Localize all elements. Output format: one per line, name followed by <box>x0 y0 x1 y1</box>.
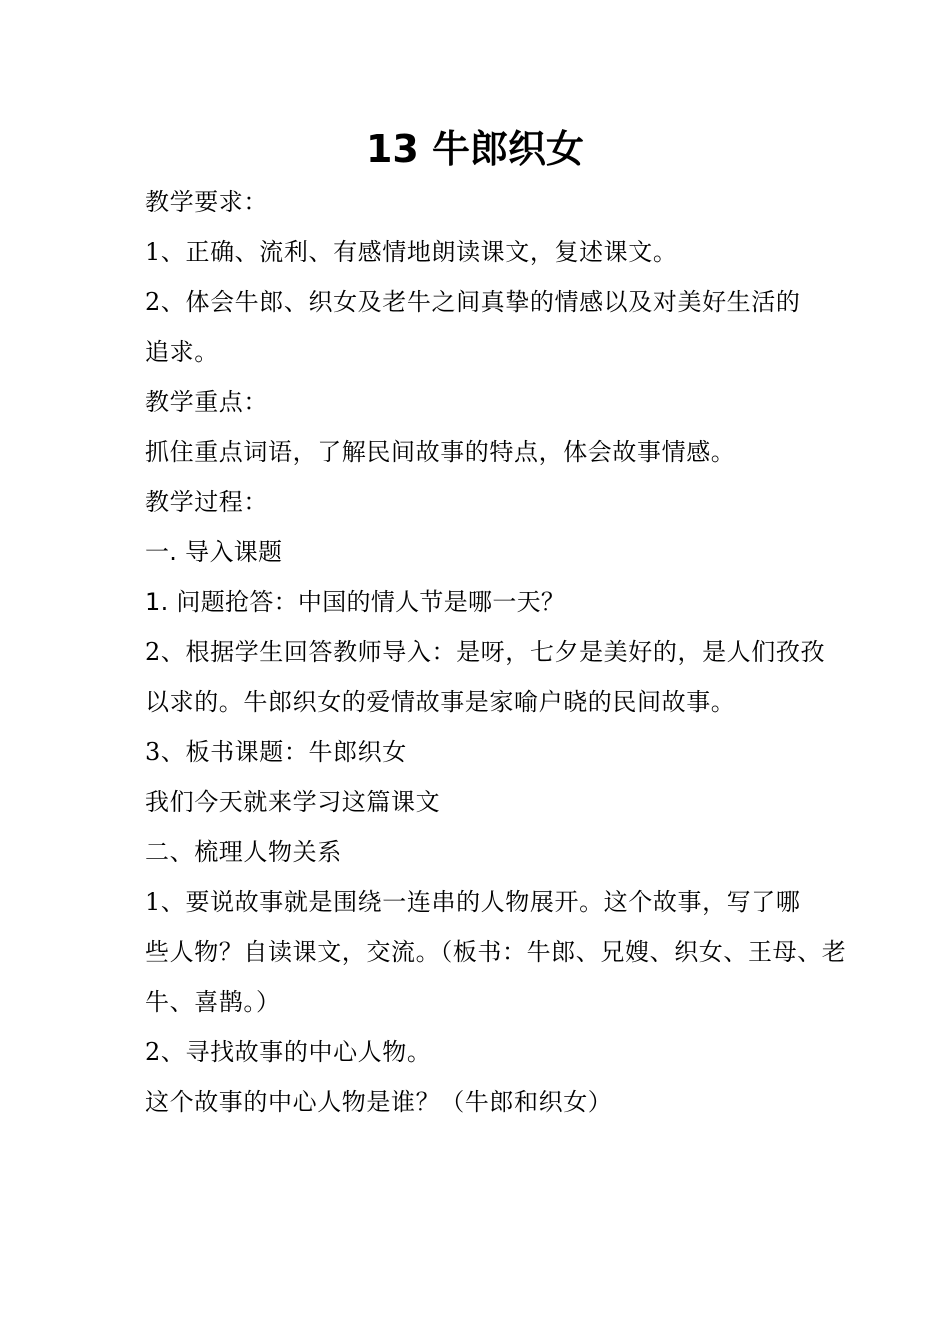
document-body <box>145 177 847 1127</box>
characters-item-2: 2、寻找故事的中心人物。 <box>145 1038 432 1066</box>
step-heading-characters: 二、梳理人物关系 <box>145 838 342 866</box>
step-item-teacher-intro: 2、根据学生回答教师导入：是呀，七夕是美好的，是人们孜孜 <box>145 638 826 666</box>
section-heading-key-points: 教学重点： <box>145 388 268 416</box>
requirement-item-2: 2、体会牛郎、织女及老牛之间真挚的情感以及对美好生活的 <box>145 288 801 316</box>
characters-item-1-end: 牛、喜鹊。） <box>145 988 281 1016</box>
characters-item-1: 1、要说故事就是围绕一连串的人物展开。这个故事，写了哪 <box>145 888 801 916</box>
step-item-board-title: 3、板书课题：牛郎织女 <box>145 738 407 766</box>
step-heading-introduction: 一. 导入课题 <box>145 538 283 566</box>
requirement-item-1: 1、正确、流利、有感情地朗读课文，复述课文。 <box>145 238 678 266</box>
step-item-teacher-intro-continued: 以求的。牛郎织女的爱情故事是家喻户晓的民间故事。 <box>145 688 736 716</box>
characters-question: 这个故事的中心人物是谁？（牛郎和织女） <box>145 1088 613 1116</box>
key-points-text: 抓住重点词语，了解民间故事的特点，体会故事情感。 <box>145 438 736 466</box>
section-heading-requirements: 教学要求： <box>145 188 268 216</box>
section-heading-process: 教学过程： <box>145 488 268 516</box>
characters-item-1-continued: 些人物？自读课文，交流。（板书：牛郎、兄嫂、织女、王母、老 <box>145 938 847 966</box>
requirement-item-2-continued: 追求。 <box>145 338 219 366</box>
lesson-intro-text: 我们今天就来学习这篇课文 <box>145 788 441 816</box>
document-title: 13 牛郎织女 <box>365 127 585 171</box>
step-item-question: 1. 问题抢答：中国的情人节是哪一天？ <box>145 588 566 616</box>
